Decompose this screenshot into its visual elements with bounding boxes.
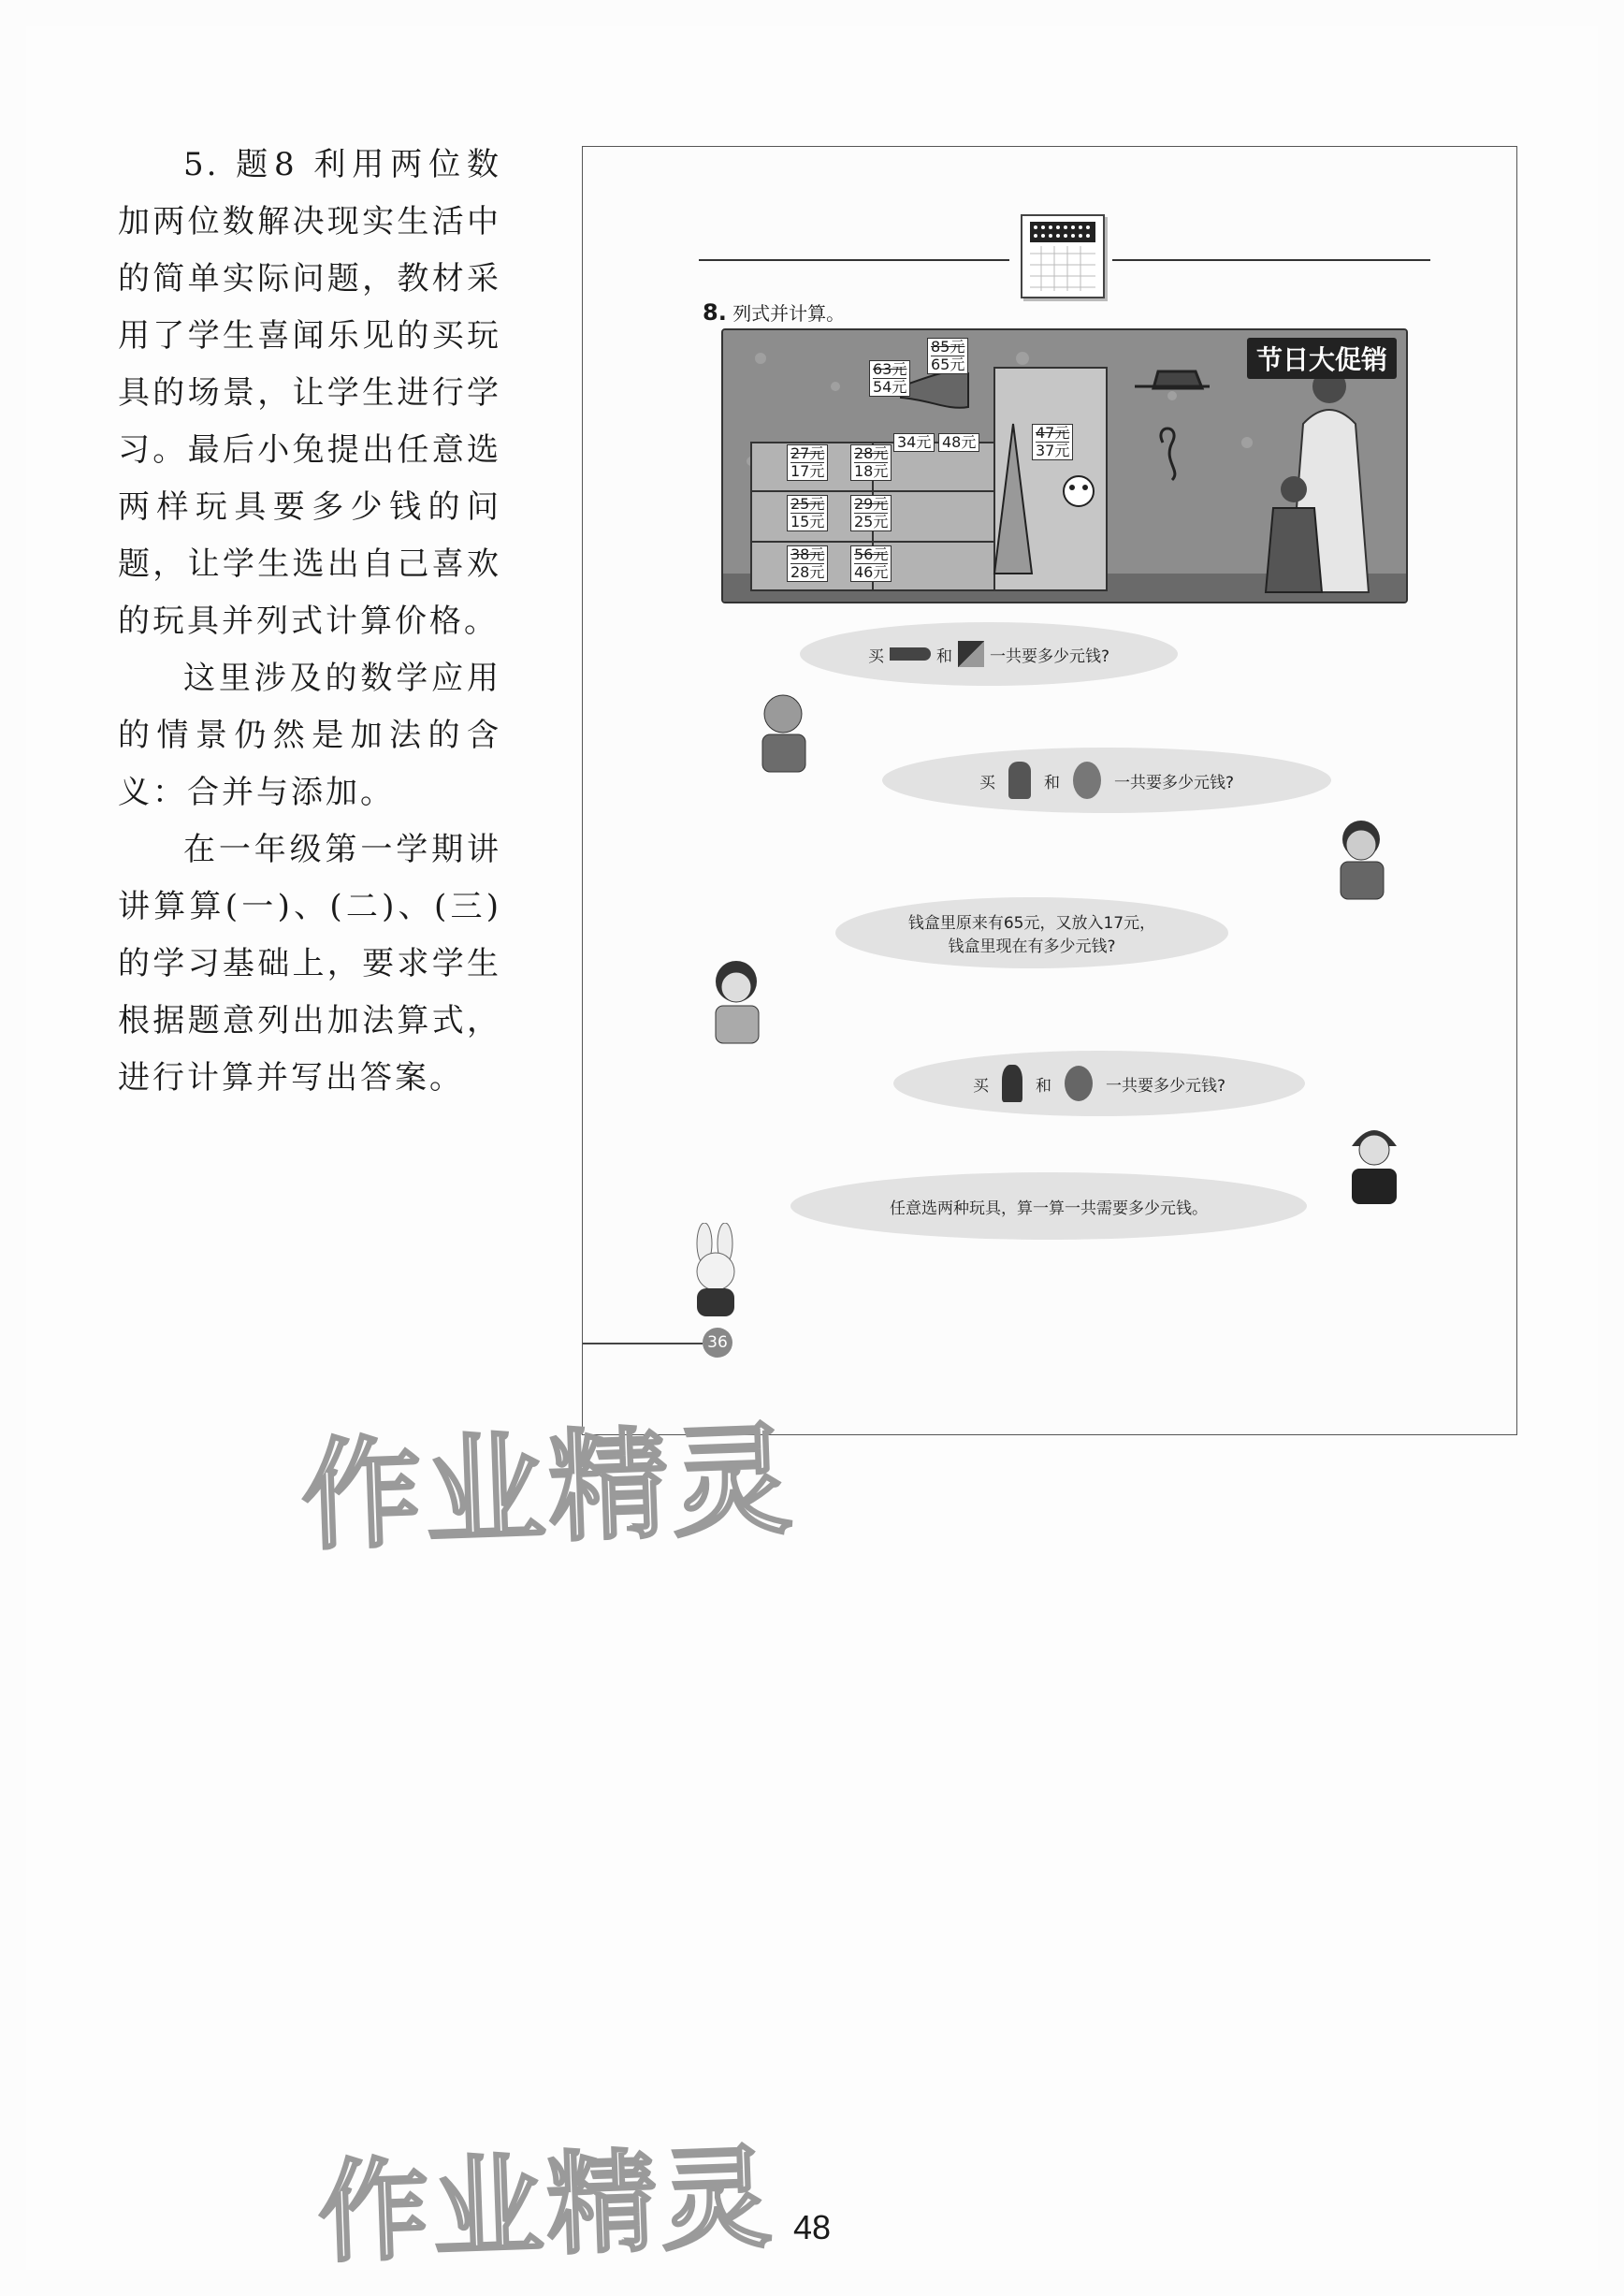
toy-shop-illustration xyxy=(721,328,1408,603)
watermark: 作业精灵 xyxy=(298,1410,798,1568)
exercise-instruction: 列式并计算。 xyxy=(732,302,846,325)
exercise-number: 8. xyxy=(703,299,727,326)
commentary-paragraph-2: 这里涉及的数学应用的情景仍然是加法的含义：合并与添加。 xyxy=(118,660,501,811)
exercise-title xyxy=(703,298,845,326)
price-tag: 47元 37元 xyxy=(1032,424,1073,460)
doll-icon xyxy=(1008,762,1031,799)
price-tag: 63元 54元 xyxy=(869,360,910,397)
price-tag: 29元 25元 xyxy=(850,495,892,531)
page-number: 48 xyxy=(793,2208,832,2246)
girl-character-2 xyxy=(1339,1114,1410,1208)
price-tag: 48元 xyxy=(938,433,979,452)
monkey-toy-icon xyxy=(1065,1066,1093,1101)
watermark: 作业精灵 xyxy=(316,2132,777,2278)
question-bubble-1: 买 和 一共要多少元钱? xyxy=(800,622,1178,686)
toy-figure-icon xyxy=(1073,762,1101,799)
question-bubble-5: 任意选两种玩具，算一算一共需要多少元钱。 xyxy=(790,1172,1307,1240)
commentary-paragraph-1: 5. 题8 利用两位数加两位数解决现实生活中的简单实际问题，教材采用了学生喜闻乐见的买玩具的场景，让学生进行学习。最后小兔提出任意选两样玩具要多少钱的问题，让学生选出自己喜欢的玩具并列式计算价格。 xyxy=(118,146,501,640)
rabbit-character xyxy=(676,1223,753,1320)
girl-character-1 xyxy=(703,957,770,1047)
price-tag: 25元 15元 xyxy=(787,495,828,531)
commentary-column xyxy=(118,137,501,1107)
commentary-paragraph-3: 在一年级第一学期讲讲算算(一)、(二)、(三)的学习基础上，要求学生根据题意列出加法算式，进行计算并写出答案。 xyxy=(118,831,501,1097)
abacus-icon xyxy=(1021,214,1105,298)
price-tag: 85元 65元 xyxy=(927,338,968,374)
sale-banner: 节日大促销 xyxy=(1247,338,1397,379)
trumpet-icon xyxy=(890,647,931,661)
kite-icon xyxy=(958,641,984,667)
price-tag: 38元 28元 xyxy=(787,545,828,582)
price-tag: 28元 18元 xyxy=(850,444,892,481)
question-bubble-3: 钱盒里原来有65元，又放入17元， 钱盒里现在有多少元钱? xyxy=(835,897,1228,968)
textbook-page xyxy=(582,146,1517,1435)
question-bubble-4: 买 和 一共要多少元钱? xyxy=(893,1051,1305,1116)
price-tag: 56元 46元 xyxy=(850,545,892,582)
boy-character-2 xyxy=(1329,817,1393,903)
question-bubble-2: 买 和 一共要多少元钱? xyxy=(882,748,1331,813)
price-tag: 34元 xyxy=(893,433,935,452)
chinese-knot-icon xyxy=(1002,1065,1022,1102)
footer-rule xyxy=(583,1343,703,1344)
price-tag: 27元 17元 xyxy=(787,444,828,481)
boy-character-1 xyxy=(749,690,819,776)
header-rule-left xyxy=(699,259,1009,261)
textbook-page-number: 36 xyxy=(703,1328,732,1358)
header-rule-right xyxy=(1112,259,1430,261)
